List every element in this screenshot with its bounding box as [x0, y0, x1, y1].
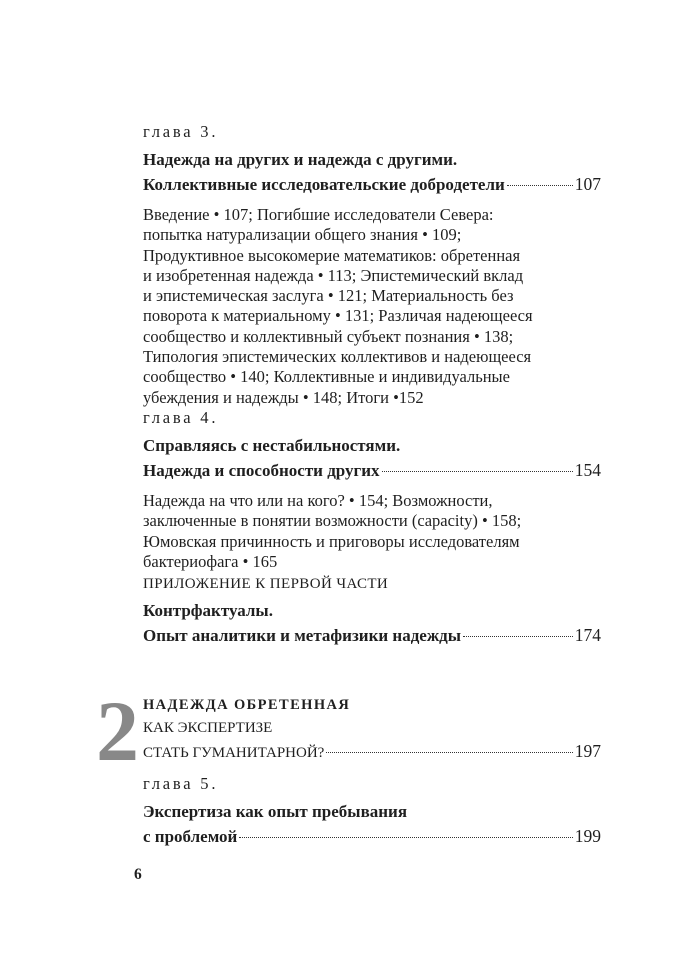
chapter-3-toc-row[interactable] [143, 172, 601, 197]
chapter-4-title-line1: Справляясь с нестабильностями. [143, 436, 401, 455]
chapter-5-page: 199 [574, 826, 601, 846]
chapter-4-entry [143, 408, 601, 572]
desc-line: поворота к материальному • 131; Различая надеющееся [143, 306, 533, 326]
chapter-5-label: глава 5. [143, 774, 219, 793]
chapter-4-title-line2: Надежда и способности других [143, 461, 380, 480]
chapter-3-entry [143, 122, 601, 408]
appendix-title-line1: Контрфактуалы. [143, 601, 273, 620]
part-2-subtitle-line2: СТАТЬ ГУМАНИТАРНОЙ? [143, 745, 325, 761]
chapter-5-title-line2: с проблемой [143, 827, 238, 846]
appendix-toc-row[interactable] [143, 623, 601, 648]
desc-line: попытка натурализации общего знания • 109; [143, 225, 462, 245]
chapter-3-description [143, 205, 601, 408]
dot-leader [239, 837, 572, 838]
desc-line: и эпистемическая заслуга • 121; Материальность без [143, 286, 514, 306]
appendix-label: ПРИЛОЖЕНИЕ К ПЕРВОЙ ЧАСТИ [143, 576, 389, 592]
chapter-3-title-line1: Надежда на других и надежда с другими. [143, 150, 458, 169]
chapter-3-label: глава 3. [143, 122, 219, 141]
page-number: 6 [134, 866, 142, 883]
chapter-3-page: 107 [574, 174, 601, 194]
chapter-4-label: глава 4. [143, 408, 219, 427]
chapter-5-title-line1: Экспертиза как опыт пребывания [143, 802, 408, 821]
desc-line: убеждения и надежды • 148; Итоги •152 [143, 387, 424, 407]
dot-leader [326, 752, 572, 753]
part-2-title: НАДЕЖДА ОБРЕТЕННАЯ [143, 697, 351, 713]
desc-line: заключенные в понятии возможности (capacity) • 158; [143, 511, 522, 531]
desc-line: Надежда на что или на кого? • 154; Возможности, [143, 491, 493, 510]
chapter-5-entry [143, 774, 601, 849]
part-2-entry [143, 694, 601, 765]
desc-line: сообщество и коллективный субъект познания • 138; [143, 326, 514, 346]
part-2-subtitle-line1: КАК ЭКСПЕРТИЗЕ [143, 720, 273, 736]
appendix-page: 174 [574, 625, 601, 645]
appendix-entry [143, 574, 601, 648]
desc-line: Продуктивное высокомерие математиков: обретенная [143, 245, 521, 265]
chapter-3-title-line2: Коллективные исследовательские добродетели [143, 175, 505, 194]
desc-line: и изобретенная надежда • 113; Эпистемический вклад [143, 265, 524, 285]
chapter-4-description [143, 491, 601, 572]
appendix-title-line2: Опыт аналитики и метафизики надежды [143, 626, 462, 645]
part-2-page: 197 [574, 741, 601, 761]
chapter-4-toc-row[interactable] [143, 458, 601, 483]
dot-leader [463, 636, 573, 637]
desc-line: бактериофага • 165 [143, 551, 278, 571]
desc-line: Юмовская причинность и приговоры исследователям [143, 531, 520, 551]
desc-line: сообщество • 140; Коллективные и индивидуальные [143, 367, 510, 387]
dot-leader [382, 471, 573, 472]
chapter-4-page: 154 [574, 460, 601, 480]
part-2-number: 2 [96, 683, 139, 779]
dot-leader [507, 185, 573, 186]
chapter-5-toc-row[interactable] [143, 824, 601, 849]
desc-line: Введение • 107; Погибшие исследователи Севера: [143, 205, 494, 224]
desc-line: Типология эпистемических коллективов и надеющееся [143, 347, 532, 367]
part-2-toc-row[interactable] [143, 740, 601, 765]
